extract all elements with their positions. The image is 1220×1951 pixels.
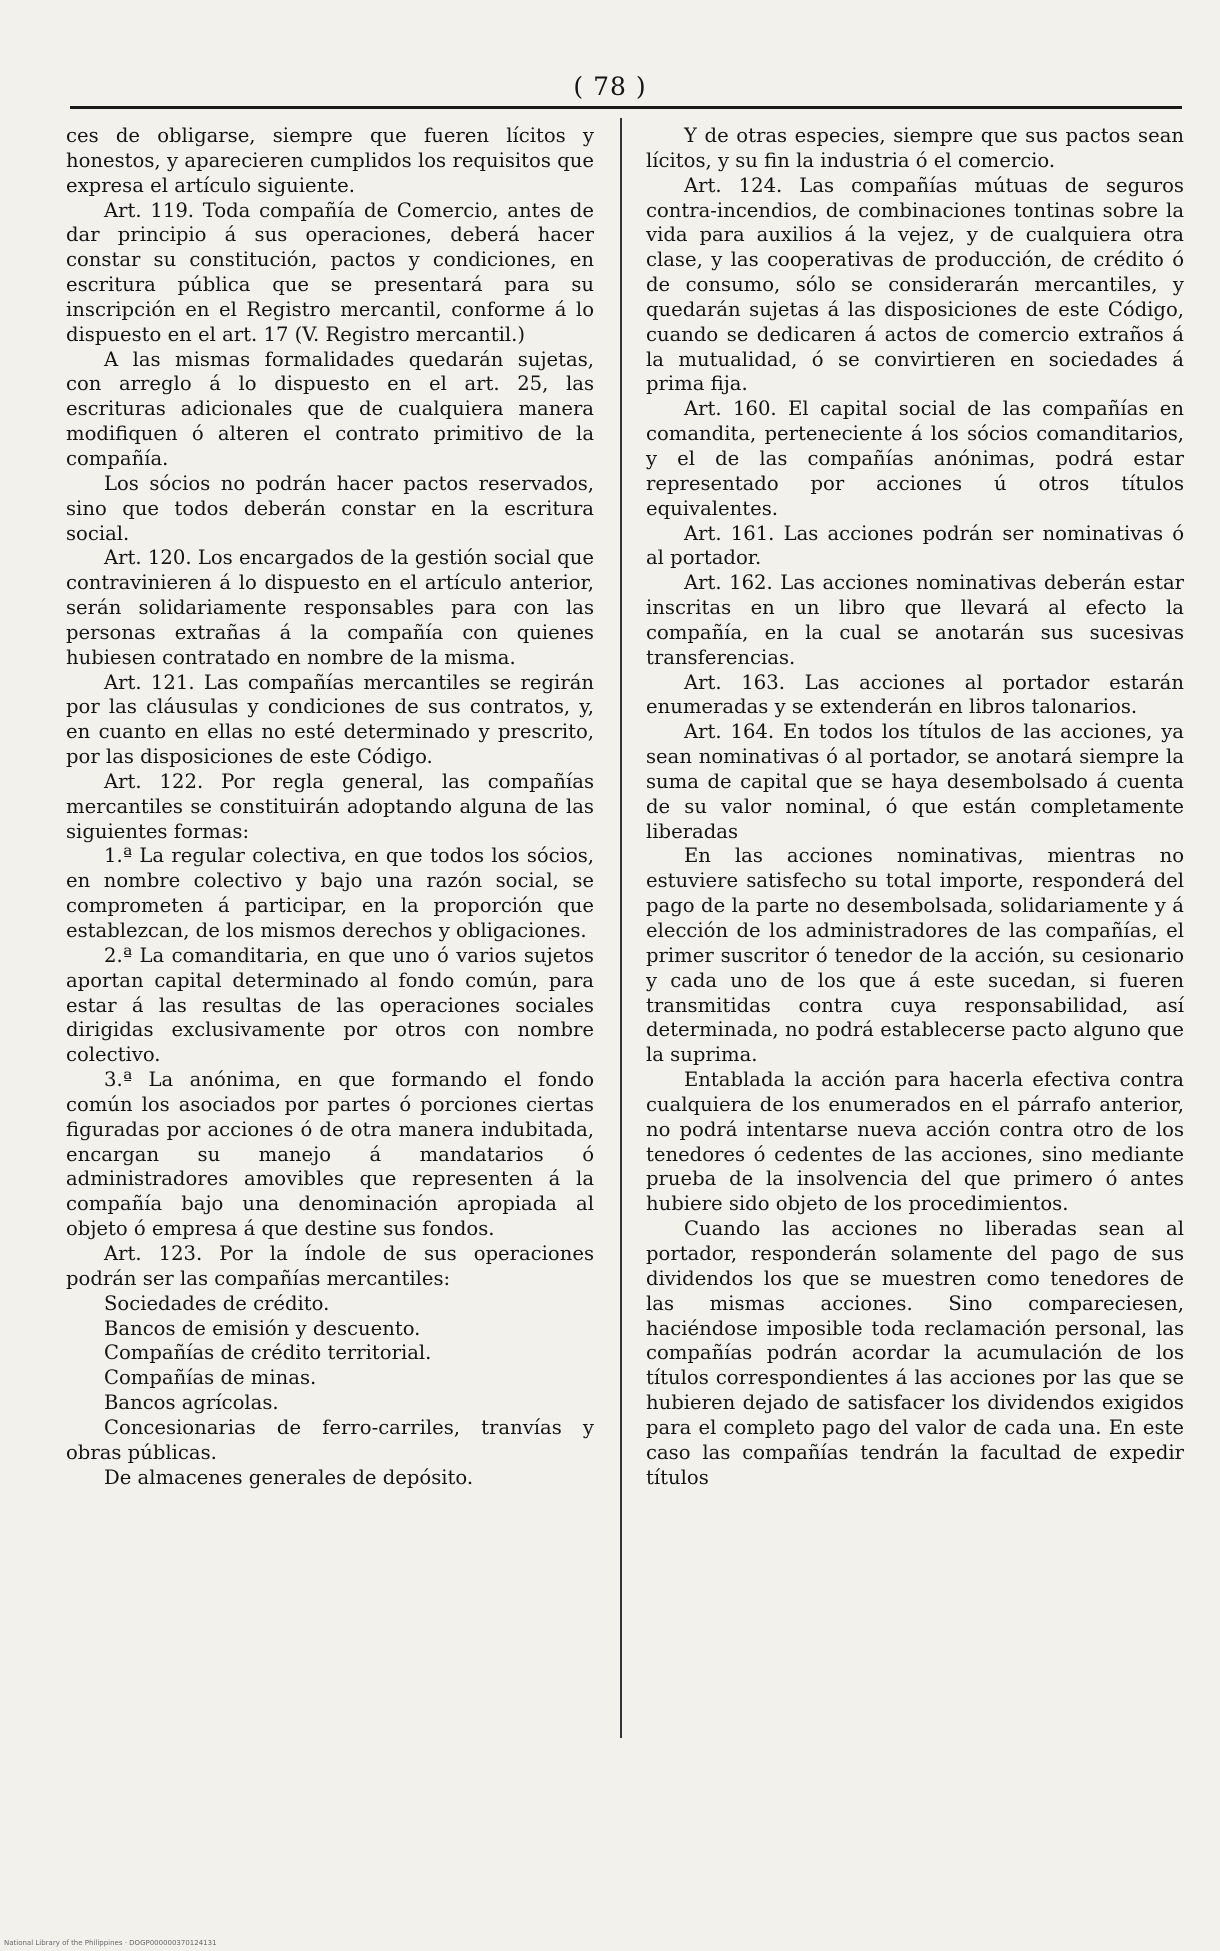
right-column: [646, 124, 1184, 1490]
page-number: ( 78 ): [573, 72, 647, 101]
left-column: [66, 124, 594, 1490]
paragraph: Art. 163. Las acciones al portador estarán enumeradas y se extenderán en libros talonarios.: [646, 670, 1184, 719]
header-rule: [70, 106, 1182, 109]
paragraph: Art. 161. Las acciones podrán ser nominativas ó al portador.: [646, 521, 1184, 570]
paragraph: Los sócios no podrán hacer pactos reservados, sino que todos deberán constar en la escritura social.: [66, 471, 594, 545]
paragraph: ces de obligarse, siempre que fueren lícitos y honestos, y aparecieren cumplidos los requisitos que expresa el artículo siguiente.: [66, 124, 594, 197]
paragraph: Art. 122. Por regla general, las compañías mercantiles se constituirán adoptando alguna de las siguientes formas:: [66, 769, 594, 843]
paragraph: Art. 164. En todos los títulos de las acciones, ya sean nominativas ó al portador, se anotará siempre la suma de capital que se haya desembolsado á cuenta de su valor nominal, ó que están completamente liberadas: [646, 720, 1184, 843]
paragraph: Art. 119. Toda compañía de Comercio, antes de dar principio á sus operaciones, deberá hacer constar su constitución, pactos y condiciones, en escritura pública que se presentará para su inscripción en el Registro mercantil, conforme á lo dispuesto en el art. 17 (V. Registro mercantil.): [66, 198, 594, 346]
paragraph: En las acciones nominativas, mientras no estuviere satisfecho su total importe, responderá del pago de la parte no desembolsada, solidariamente y á elección de los administradores de las compañías, el primer suscritor ó tenedor de la acción, su cesionario y cada uno de los que á este sucedan, si fueren transmitidas contra cuya responsabilidad, así determinada, no podrá establecerse pacto alguno que la suprima.: [646, 844, 1184, 1067]
paragraph: 3.ª La anónima, en que formando el fondo común los asociados por partes ó porciones ciertas figuradas por acciones ó de otra manera indubitada, encargan su manejo á mandatarios ó administradores amovibles que representen á la compañía bajo una denominación apropiada al objeto ó empresa á que destine sus fondos.: [66, 1068, 594, 1241]
paragraph: A las mismas formalidades quedarán sujetas, con arreglo á lo dispuesto en el art. 25, las escrituras adicionales que de cualquiera manera modifiquen ó alteren el contrato primitivo de la compañía.: [66, 347, 594, 470]
paragraph: Bancos agrícolas.: [104, 1391, 279, 1415]
paragraph: Art. 162. Las acciones nominativas deberán estar inscritas en un libro que llevará al efecto la compañía, en la cual se anotarán sus sucesivas transferencias.: [646, 571, 1184, 669]
paragraph: 1.ª La regular colectiva, en que todos los sócios, en nombre colectivo y bajo una razón social, se comprometen á participar, en la proporción que establezcan, de los mismos derechos y obligaciones.: [66, 844, 594, 942]
paragraph: Art. 160. El capital social de las compañías en comandita, perteneciente á los sócios comanditarios, y el de las compañías anónimas, podrá estar representado por acciones ú otros títulos equivalentes.: [646, 397, 1184, 520]
paragraph: Entablada la acción para hacerla efectiva contra cualquiera de los enumerados en el párrafo anterior, no podrá intentarse nueva acción contra otro de los tenedores ó cedentes de las acciones, sino mediante prueba de la insolvencia del que primero ó antes hubiere sido objeto de los procedimientos.: [646, 1068, 1184, 1216]
paragraph: Art. 121. Las compañías mercantiles se regirán por las cláusulas y condiciones de sus contratos, y, en cuanto en ellas no esté determinado y prescrito, por las disposiciones de este Código.: [66, 670, 594, 769]
paragraph: Art. 123. Por la índole de sus operaciones podrán ser las compañías mercantiles:: [66, 1241, 594, 1290]
paragraph: Bancos de emisión y descuento.: [104, 1316, 421, 1340]
paragraph: Art. 120. Los encargados de la gestión social que contravinieren á lo dispuesto en el artículo anterior, serán solidariamente responsables para con las personas extrañas á la compañía con quienes hubiesen contratado en nombre de la misma.: [66, 546, 594, 669]
paragraph: De almacenes generales de depósito.: [104, 1465, 474, 1489]
paragraph: Sociedades de crédito.: [104, 1291, 330, 1315]
paragraph: Compañías de minas.: [104, 1366, 317, 1390]
paragraph: Concesionarias de ferro-carriles, tranvías y obras públicas.: [66, 1415, 594, 1464]
scan-credit: National Library of the Philippines · DOGP000000370124131: [4, 1939, 217, 1947]
paragraph: 2.ª La comanditaria, en que uno ó varios sujetos aportan capital determinado al fondo común, para estar á las resultas de las operaciones sociales dirigidas exclusivamente por otros con nombre colectivo.: [66, 943, 594, 1067]
paragraph: Compañías de crédito territorial.: [104, 1341, 432, 1365]
paragraph: Art. 124. Las compañías mútuas de seguros contra-incendios, de combinaciones tontinas sobre la vida para auxilios á la vejez, y de cualquiera otra clase, y las cooperativas de producción, de crédito ó de consumo, sólo se considerarán mercantiles, y quedarán sujetas á las disposiciones de este Código, cuando se dedicaren á actos de comercio extraños á la mutualidad, ó se convirtieren en sociedades á prima fija.: [646, 173, 1184, 396]
column-divider: [620, 118, 622, 1738]
paragraph: Cuando las acciones no liberadas sean al portador, responderán solamente del pago de sus dividendos los que se muestren como tenedores de las mismas acciones. Sino compareciesen, haciéndose imposible toda reclamación personal, las compañías podrán acordar la acumulación de los títulos correspondientes á las acciones por las que se hubieren dejado de satisfacer los dividendos exigidos para el completo pago del valor de cada una. En este caso las compañías tendrán la facultad de expedir títulos: [646, 1217, 1184, 1489]
paragraph: Y de otras especies, siempre que sus pactos sean lícitos, y su fin la industria ó el comercio.: [646, 124, 1184, 172]
